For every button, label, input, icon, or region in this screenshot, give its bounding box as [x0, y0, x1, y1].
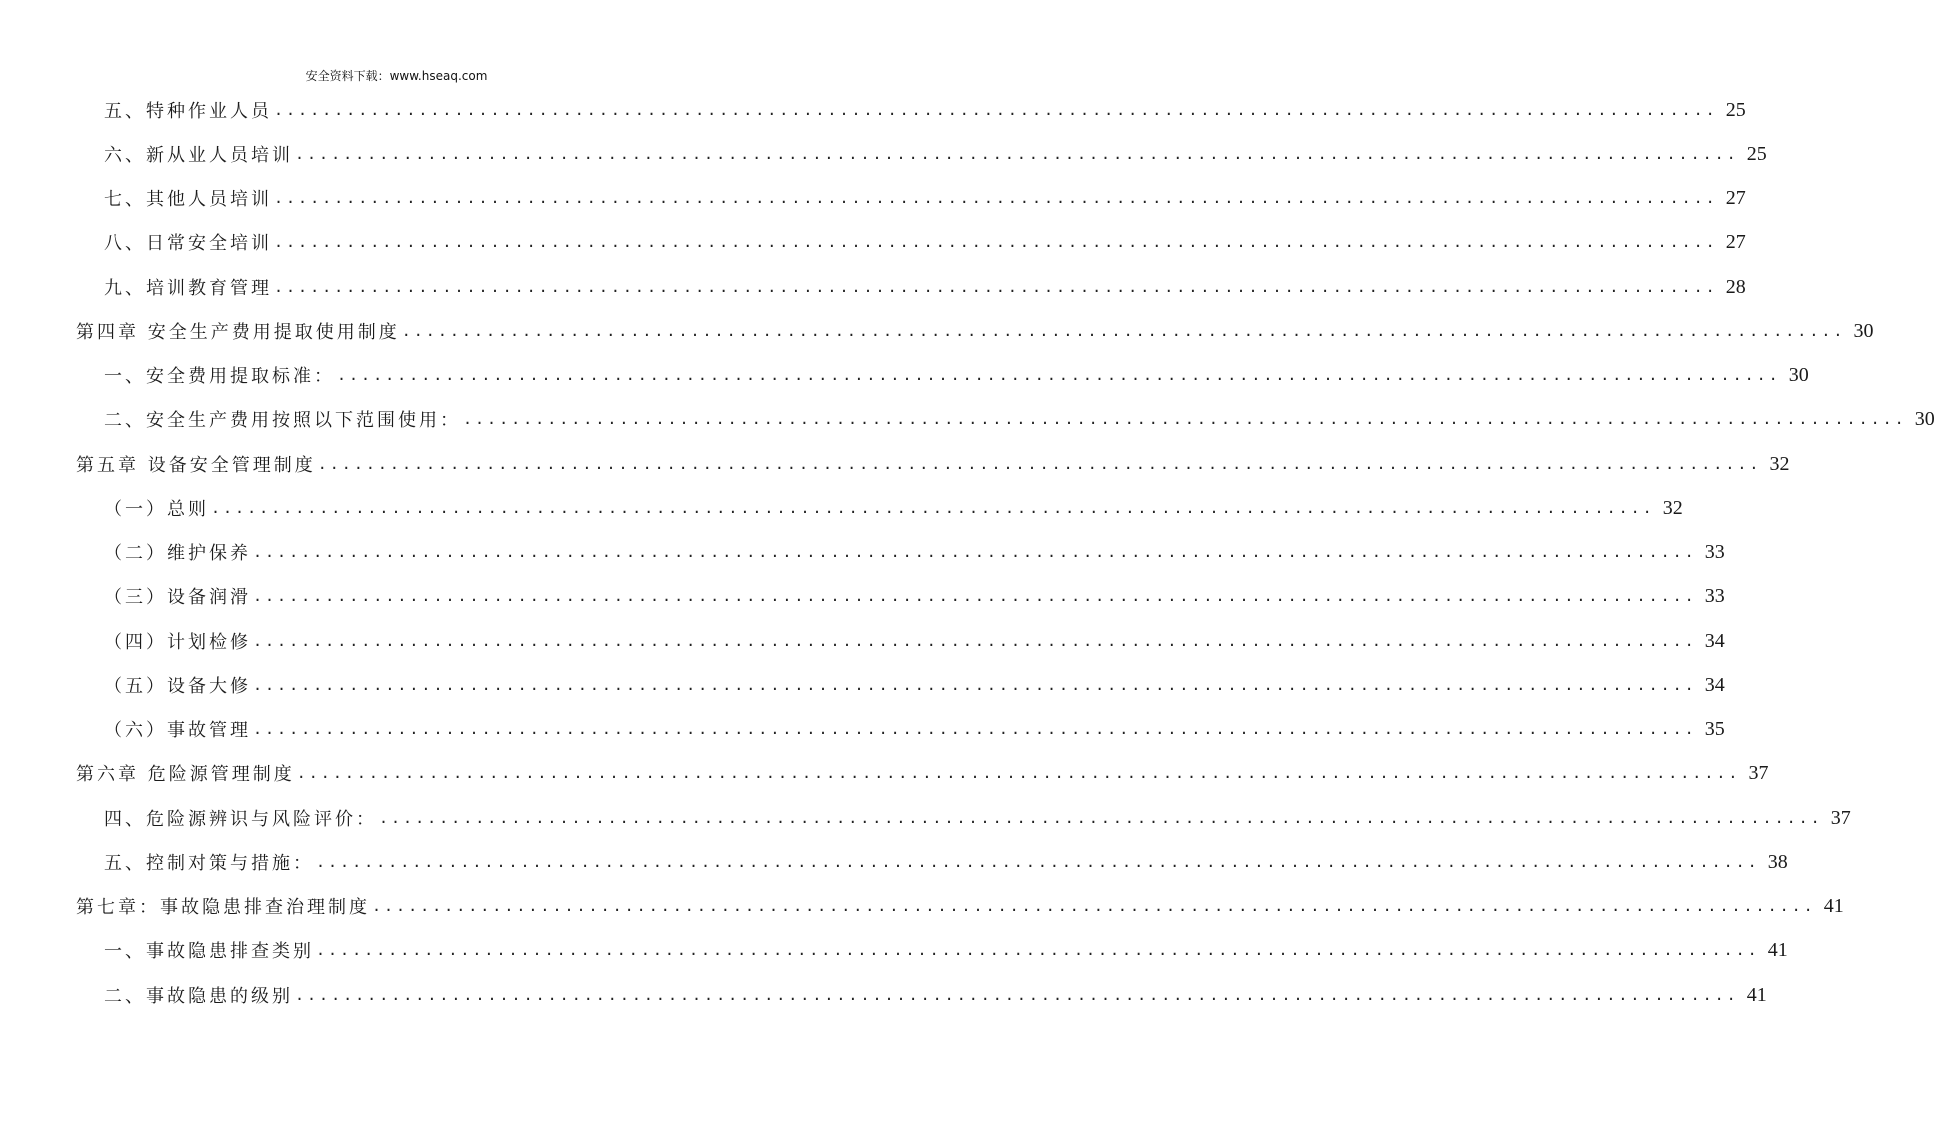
toc-chapter-entry[interactable]: [76, 309, 1874, 353]
toc-entry-title: 第五章 设备安全管理制度: [76, 455, 316, 476]
toc-entry-page: 27: [1725, 186, 1746, 209]
toc-entry-page: 33: [1704, 584, 1725, 607]
toc-entry[interactable]: [104, 928, 1788, 972]
toc-leader-dots: ........................................................................................................................: [295, 986, 1739, 1004]
toc-entry[interactable]: [104, 840, 1788, 884]
toc-entry[interactable]: [104, 176, 1746, 220]
toc-entry-title: 二、安全生产费用按照以下范围使用：: [104, 410, 461, 431]
toc-leader-dots: ........................................................................................................................: [316, 853, 1760, 871]
toc-entry[interactable]: [104, 265, 1746, 309]
toc-entry-page: 30: [1788, 363, 1809, 386]
toc-entry-page: 32: [1769, 452, 1790, 475]
toc-entry-title: （二）维护保养: [104, 543, 251, 564]
toc-leader-dots: ........................................................................................................................: [274, 101, 1718, 119]
toc-entry-title: （一）总则: [104, 499, 209, 520]
toc-entry-title: 五、特种作业人员: [104, 101, 272, 122]
toc-entry[interactable]: [104, 353, 1809, 397]
toc-entry[interactable]: [104, 88, 1746, 132]
toc-entry[interactable]: [104, 973, 1767, 1017]
toc-entry[interactable]: [104, 132, 1767, 176]
toc-entry[interactable]: [104, 397, 1935, 441]
toc-entry[interactable]: [104, 796, 1851, 840]
toc-entry-title: 一、事故隐患排查类别: [104, 941, 314, 962]
toc-chapter-entry[interactable]: [76, 751, 1769, 795]
toc-entry-page: 41: [1823, 894, 1844, 917]
toc-leader-dots: ........................................................................................................................: [253, 632, 1697, 650]
toc-entry[interactable]: [104, 574, 1725, 618]
toc-entry-page: 37: [1748, 761, 1769, 784]
toc-entry-title: 九、培训教育管理: [104, 278, 272, 299]
toc-leader-dots: ........................................................................................................................: [296, 764, 1741, 782]
toc-entry-page: 27: [1725, 230, 1746, 253]
toc-leader-dots: ........................................................................................................................: [463, 410, 1907, 428]
toc-entry[interactable]: [104, 663, 1725, 707]
toc-entry-title: 二、事故隐患的级别: [104, 986, 293, 1007]
toc-entry[interactable]: [104, 486, 1683, 530]
toc-entry-title: 七、其他人员培训: [104, 189, 272, 210]
toc-leader-dots: ........................................................................................................................: [317, 455, 1762, 473]
toc-entry-page: 38: [1767, 850, 1788, 873]
toc-entry-title: 一、安全费用提取标准：: [104, 366, 335, 387]
toc-leader-dots: ........................................................................................................................: [401, 322, 1846, 340]
toc-entry-title: 五、控制对策与措施：: [104, 853, 314, 874]
toc-entry-title: （三）设备润滑: [104, 587, 251, 608]
toc-leader-dots: ........................................................................................................................: [211, 499, 1655, 517]
toc-entry-page: 30: [1853, 319, 1874, 342]
toc-entry[interactable]: [104, 707, 1725, 751]
toc-entry-title: 第七章：事故隐患排查治理制度: [76, 897, 370, 918]
toc-entry[interactable]: [104, 220, 1746, 264]
toc-leader-dots: ........................................................................................................................: [253, 676, 1697, 694]
toc-entry-page: 35: [1704, 717, 1725, 740]
toc-entry[interactable]: [104, 530, 1725, 574]
toc-leader-dots: ........................................................................................................................: [316, 941, 1760, 959]
toc-entry-title: 六、新从业人员培训: [104, 145, 293, 166]
toc-leader-dots: ........................................................................................................................: [253, 720, 1697, 738]
toc-entry-title: （六）事故管理: [104, 720, 251, 741]
toc-leader-dots: ........................................................................................................................: [379, 809, 1823, 827]
toc-leader-dots: ........................................................................................................................: [372, 897, 1816, 915]
toc-entry-title: （四）计划检修: [104, 632, 251, 653]
toc-entry-page: 33: [1704, 540, 1725, 563]
toc-entry-page: 37: [1830, 806, 1851, 829]
toc-leader-dots: ........................................................................................................................: [274, 189, 1718, 207]
toc-leader-dots: ........................................................................................................................: [274, 233, 1718, 251]
toc-entry-page: 25: [1725, 98, 1746, 121]
toc-entry-title: 第四章 安全生产费用提取使用制度: [76, 322, 400, 343]
toc-entry-page: 28: [1725, 275, 1746, 298]
page-header: 安全资料下载：www.hseaq.com: [305, 69, 488, 83]
toc-leader-dots: ........................................................................................................................: [295, 145, 1739, 163]
toc-entry-page: 41: [1767, 938, 1788, 961]
toc-entry-page: 34: [1704, 673, 1725, 696]
toc-entry-page: 41: [1746, 983, 1767, 1006]
toc-leader-dots: ........................................................................................................................: [274, 278, 1718, 296]
toc-leader-dots: ........................................................................................................................: [337, 366, 1781, 384]
toc-entry-page: 30: [1914, 407, 1935, 430]
toc-entry[interactable]: [104, 619, 1725, 663]
toc-entry-page: 32: [1662, 496, 1683, 519]
toc-entry-page: 34: [1704, 629, 1725, 652]
toc-entry-title: （五）设备大修: [104, 676, 251, 697]
toc-entry-title: 八、日常安全培训: [104, 233, 272, 254]
toc-entry-page: 25: [1746, 142, 1767, 165]
toc-chapter-entry[interactable]: [76, 442, 1790, 486]
toc-leader-dots: ........................................................................................................................: [253, 587, 1697, 605]
toc-chapter-entry[interactable]: [76, 884, 1844, 928]
toc-entry-title: 四、危险源辨识与风险评价：: [104, 809, 377, 830]
toc-leader-dots: ........................................................................................................................: [253, 543, 1697, 561]
toc-entry-title: 第六章 危险源管理制度: [76, 764, 295, 785]
